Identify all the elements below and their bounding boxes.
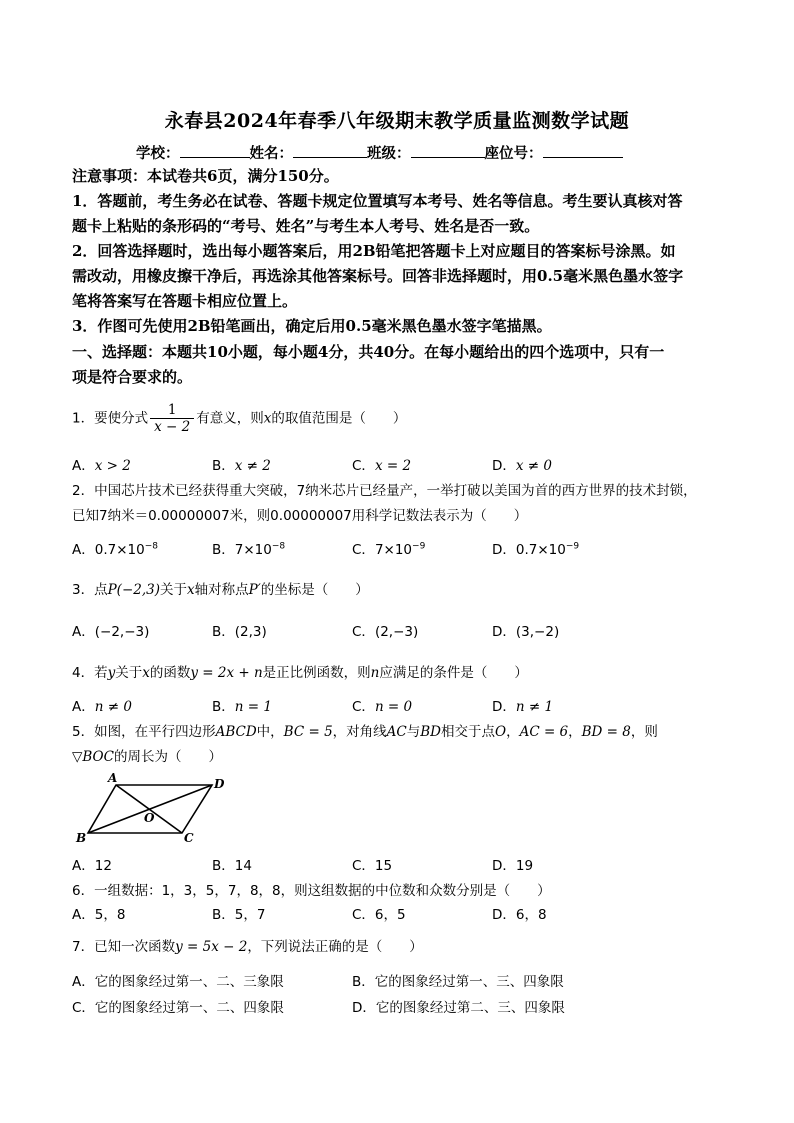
q5-option-a: A．12 <box>72 858 112 874</box>
q5-option-c: C．15 <box>352 858 393 874</box>
q4-option-d: D．n ≠ 1 <box>492 699 554 715</box>
note-2-line-3: 笔将答案写在答题卡相应位置上。 <box>72 292 298 310</box>
class-blank <box>411 143 485 158</box>
q3-option-d: D．(3,−2) <box>492 624 560 640</box>
parallelogram-figure <box>72 770 232 850</box>
q5-option-b: B．14 <box>212 858 252 874</box>
name-label: 姓名： <box>249 145 293 162</box>
note-2-line-2: 需改动，用橡皮擦干净后，再选涂其他答案标号。回答非选择题时，用0.5毫米黑色墨水签字 <box>72 267 684 285</box>
vertex-label-d: D <box>214 777 225 791</box>
q1-stem-start: 1．要使分式 <box>72 410 149 427</box>
question-3: 3．点P(−2,3)关于x轴对称点P′的坐标是（ ） <box>72 582 369 598</box>
diagonal-bd <box>88 785 212 833</box>
question-1 <box>72 402 406 435</box>
q4-option-c: C．n = 0 <box>352 699 413 715</box>
note-1-line-1: 1．答题前，考生务必在试卷、答题卡规定位置填写本考号、姓名等信息。考生要认真核对答 <box>72 192 683 210</box>
seat-blank <box>543 143 623 158</box>
school-blank <box>180 143 250 158</box>
notes-header: 注意事项：本试卷共6页，满分150分。 <box>72 167 339 185</box>
question-5-line-2: ▽BOC的周长为（ ） <box>72 749 222 765</box>
question-6: 6．一组数据：1，3，5，7，8，8，则这组数据的中位数和众数分别是（ ） <box>72 883 551 899</box>
center-label-o: O <box>144 811 155 825</box>
student-info-row <box>136 142 623 163</box>
q1-numerator: 1 <box>150 402 194 419</box>
q2-option-d: D．$0.7\times 10^{-9}$ <box>492 541 580 558</box>
q1-stem-mid: 有意义，则 <box>196 410 264 427</box>
question-7: 7．已知一次函数y = 5x − 2，下列说法正确的是（ ） <box>72 939 423 955</box>
q6-option-b: B．5，7 <box>212 907 266 923</box>
q1-option-b: B．x ≠ 2 <box>212 458 271 474</box>
q1-fraction <box>150 402 194 435</box>
question-2-line-2: 已知7纳米＝0.00000007米，则0.00000007用科学记数法表示为（ ） <box>72 508 528 524</box>
q7-option-d: D．它的图象经过第二、三、四象限 <box>352 1000 565 1016</box>
q3-option-c: C．(2,−3) <box>352 624 419 640</box>
q1-option-d: D．x ≠ 0 <box>492 458 553 474</box>
q2-option-a: A．$0.7\times 10^{-8}$ <box>72 541 158 558</box>
q7-option-c: C．它的图象经过第一、二、四象限 <box>72 1000 284 1016</box>
section-1-heading-line-2: 项是符合要求的。 <box>72 368 193 386</box>
q1-stem-end: 的取值范围是（ ） <box>271 410 407 427</box>
school-label: 学校： <box>136 145 180 162</box>
exam-title: 永春县2024年春季八年级期末教学质量监测数学试题 <box>164 110 630 132</box>
note-3: 3．作图可先使用2B铅笔画出，确定后用0.5毫米黑色墨水签字笔描黑。 <box>72 317 552 335</box>
q6-option-a: A．5，8 <box>72 907 126 923</box>
q4-option-b: B．n = 1 <box>212 699 272 715</box>
section-1-heading-line-1: 一、选择题：本题共10小题，每小题4分，共40分。在每小题给出的四个选项中，只有一 <box>72 343 665 361</box>
q1-denominator: x − 2 <box>154 419 191 435</box>
q1-option-a: A．x > 2 <box>72 458 131 474</box>
q1-option-c: C．x = 2 <box>352 458 412 474</box>
q3-option-b: B．(2,3) <box>212 624 267 640</box>
q7-option-a: A．它的图象经过第一、二、三象限 <box>72 974 284 990</box>
q2-option-c: C．$7\times 10^{-9}$ <box>352 541 426 558</box>
q6-option-c: C．6，5 <box>352 907 406 923</box>
vertex-label-b: B <box>76 831 87 845</box>
vertex-label-c: C <box>184 831 194 845</box>
q6-option-d: D．6，8 <box>492 907 547 923</box>
q5-option-d: D．19 <box>492 858 534 874</box>
q1-variable: x <box>263 410 272 427</box>
vertex-label-a: A <box>108 771 118 785</box>
note-2-line-1: 2．回答选择题时，选出每小题答案后，用2B铅笔把答题卡上对应题目的答案标号涂黑。如 <box>72 242 676 260</box>
question-5-line-1: 5．如图，在平行四边形ABCD中，BC = 5，对角线AC与BD相交于点O，AC = 6，BD = 8，则 <box>72 724 658 740</box>
q7-option-b: B．它的图象经过第一、三、四象限 <box>352 974 564 990</box>
question-4: 4．若y关于x的函数y = 2x + n是正比例函数，则n应满足的条件是（ ） <box>72 665 528 681</box>
q4-option-a: A．n ≠ 0 <box>72 699 132 715</box>
question-2-line-1: 2．中国芯片技术已经获得重大突破，7纳米芯片已经量产，一举打破以美国为首的西方世界的技术封锁， <box>72 483 697 499</box>
name-blank <box>293 143 367 158</box>
note-1-line-2: 题卡上粘贴的条形码的“考号、姓名”与考生本人考号、姓名是否一致。 <box>72 217 540 235</box>
q2-option-b: B．$7\times 10^{-8}$ <box>212 541 286 558</box>
class-label: 班级： <box>367 145 411 162</box>
q3-option-a: A．(−2,−3) <box>72 624 150 640</box>
seat-label: 座位号： <box>484 145 543 162</box>
